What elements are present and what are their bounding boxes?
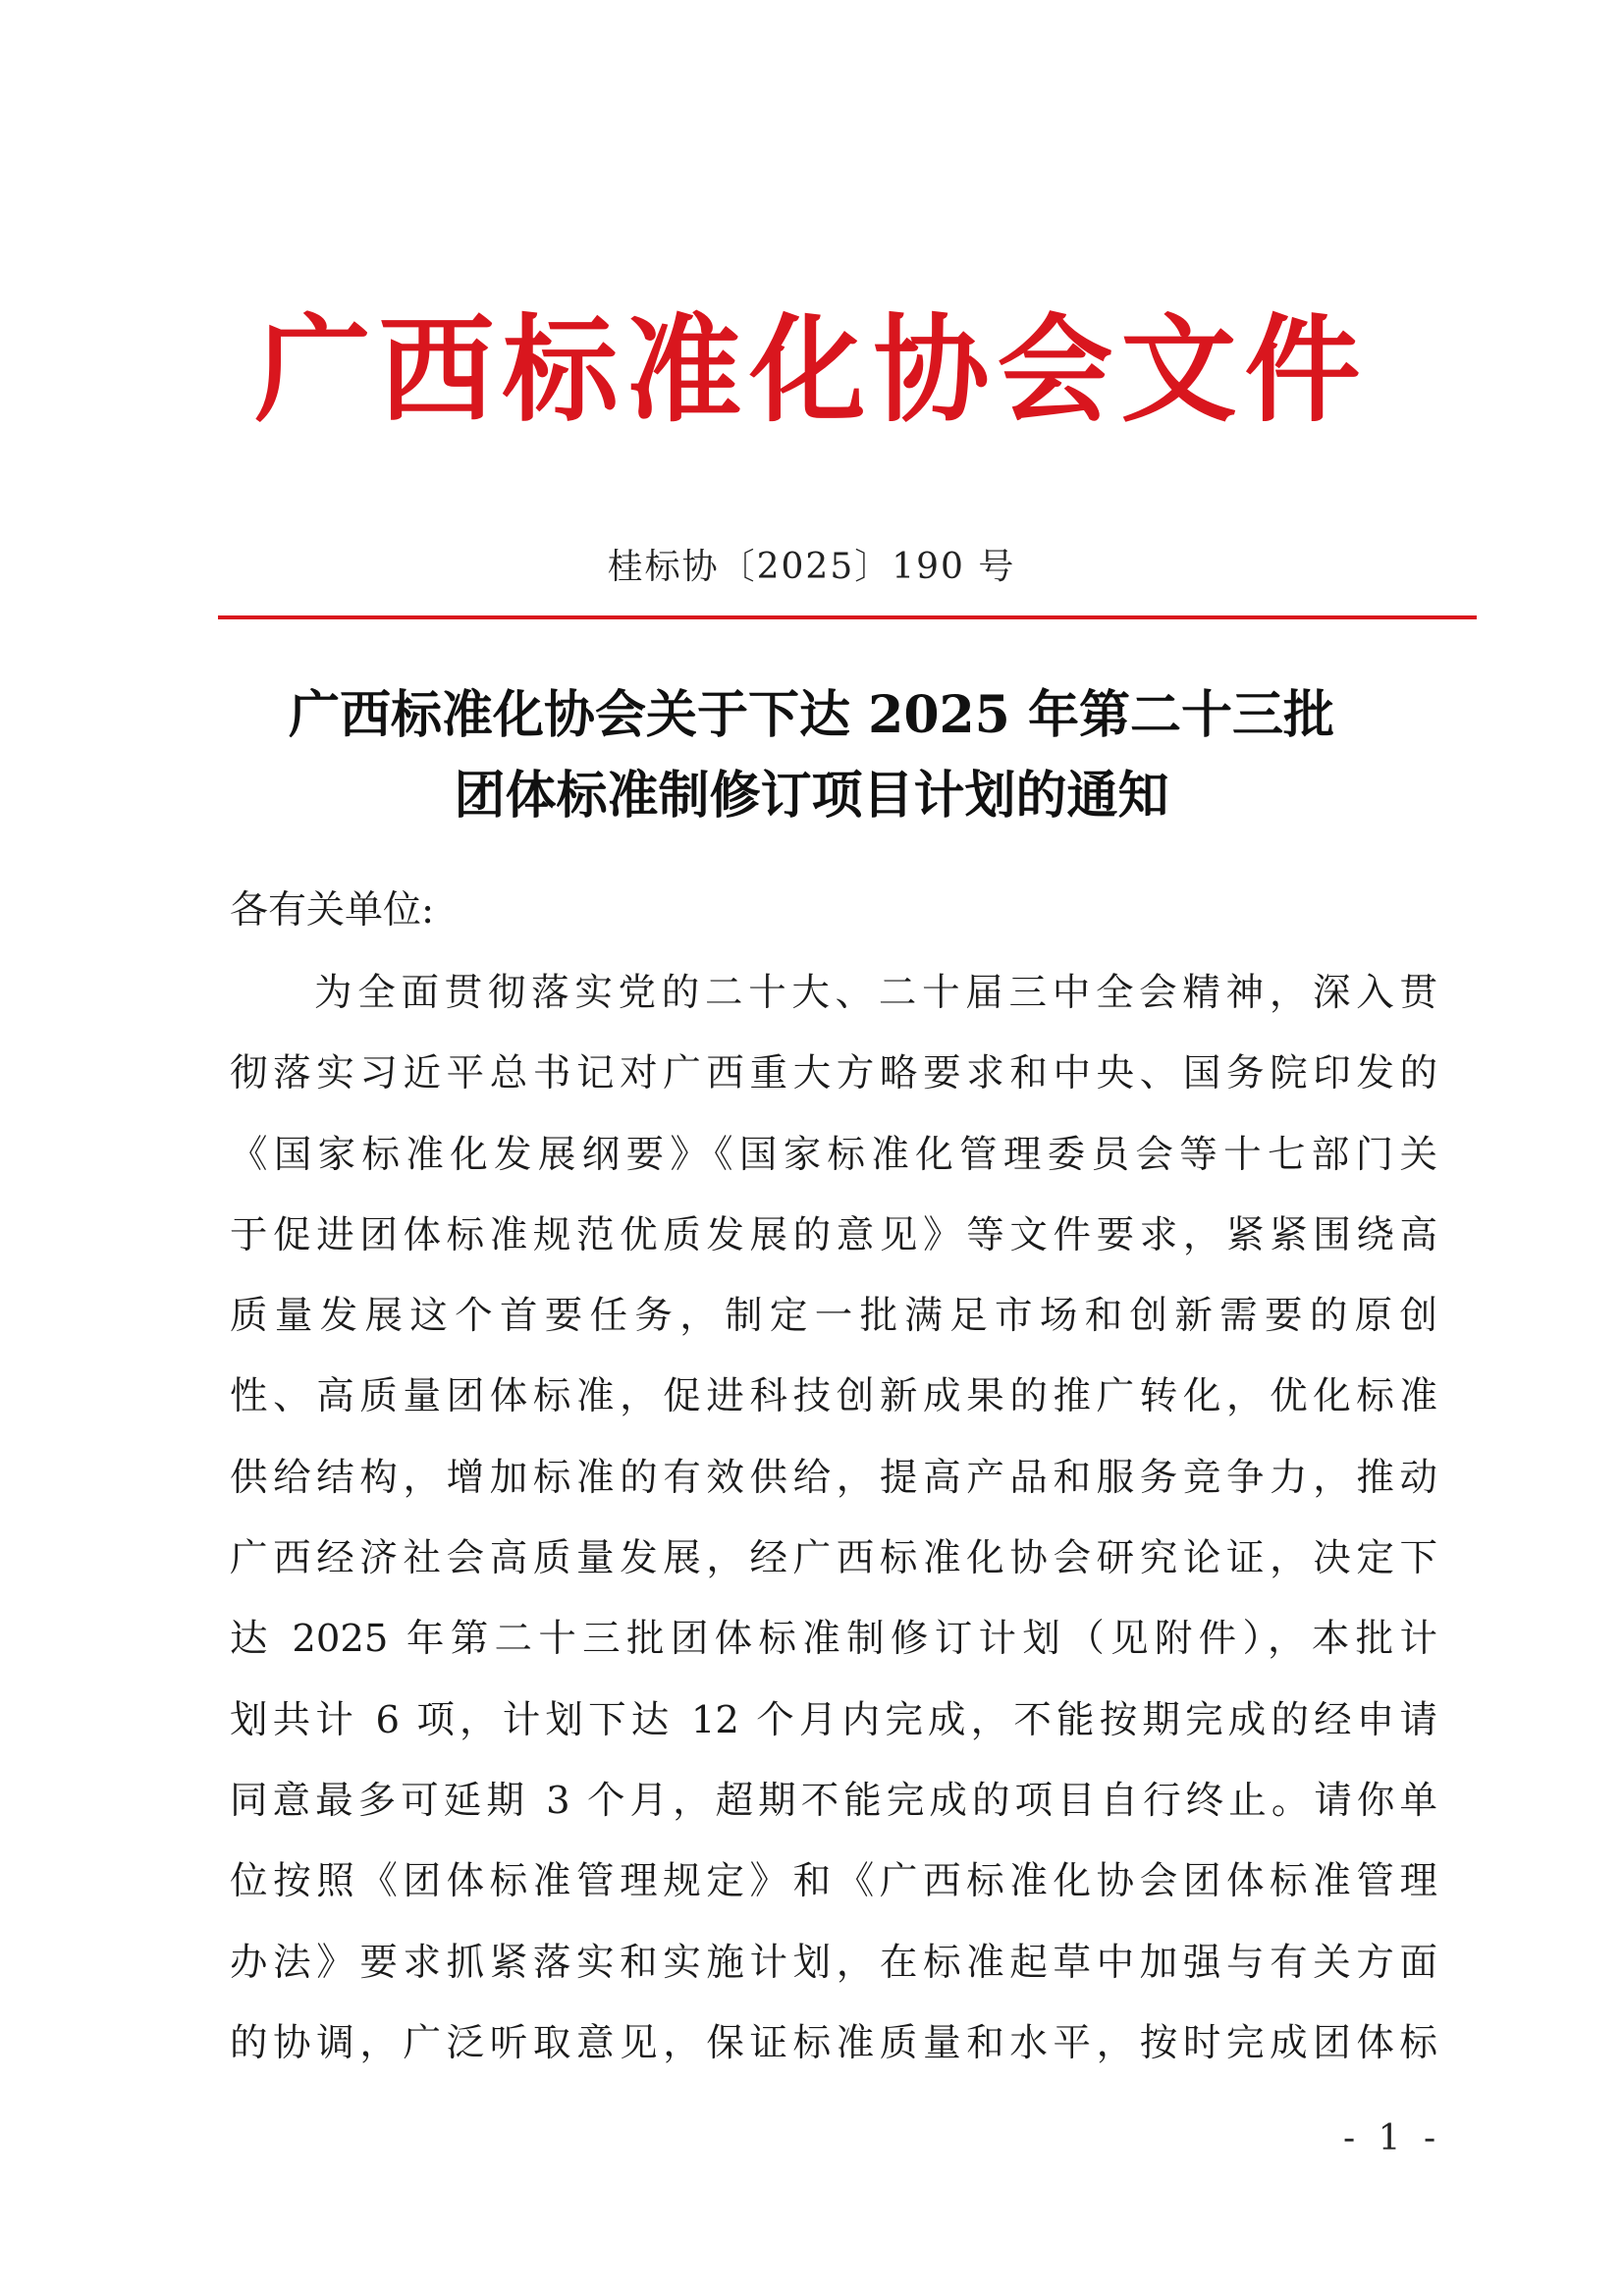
body-line: 供给结构，增加标准的有效供给，提高产品和服务竞争力，推动 [230,1455,1437,1500]
body-line: 同意最多可延期 3 个月，超期不能完成的项目自行终止。请你单 [230,1778,1437,1823]
salutation: 各有关单位: [230,888,435,933]
red-divider-line [218,615,1477,619]
body-line: 广西经济社会高质量发展，经广西标准化协会研究论证，决定下 [230,1536,1437,1581]
body-line: 于促进团体标准规范优质发展的意见》等文件要求，紧紧围绕高 [230,1212,1437,1257]
body-line: 位按照《团体标准管理规定》和《广西标准化协会团体标准管理 [230,1859,1437,1904]
body-line: 的协调，广泛听取意见，保证标准质量和水平，按时完成团体标 [230,2020,1437,2065]
body-line: 办法》要求抓紧落实和实施计划，在标准起草中加强与有关方面 [230,1940,1437,1985]
document-masthead: 广西标准化协会文件 [254,301,1369,438]
body-line: 为全面贯彻落实党的二十大、二十届三中全会精神，深入贯 [314,971,1437,1015]
page-number: - 1 - [1343,2118,1442,2159]
body-paragraph [230,964,1437,2095]
notice-title [196,675,1427,836]
body-line: 质量发展这个首要任务，制定一批满足市场和创新需要的原创 [230,1294,1437,1339]
notice-title-line-1: 广西标准化协会关于下达 2025 年第二十三批 [289,685,1334,745]
body-line: 划共计 6 项，计划下达 12 个月内完成，不能按期完成的经申请 [230,1697,1437,1742]
body-line: 性、高质量团体标准，促进科技创新成果的推广转化，优化标准 [230,1374,1437,1419]
document-number: 桂标协〔2025〕190 号 [607,547,1016,587]
notice-title-line-2: 团体标准制修订项目计划的通知 [454,766,1169,826]
body-line: 达 2025 年第二十三批团体标准制修订计划（见附件），本批计 [230,1617,1437,1662]
body-line: 《国家标准化发展纲要》《国家标准化管理委员会等十七部门关 [230,1132,1437,1177]
body-line: 彻落实习近平总书记对广西重大方略要求和中央、国务院印发的 [230,1051,1437,1096]
